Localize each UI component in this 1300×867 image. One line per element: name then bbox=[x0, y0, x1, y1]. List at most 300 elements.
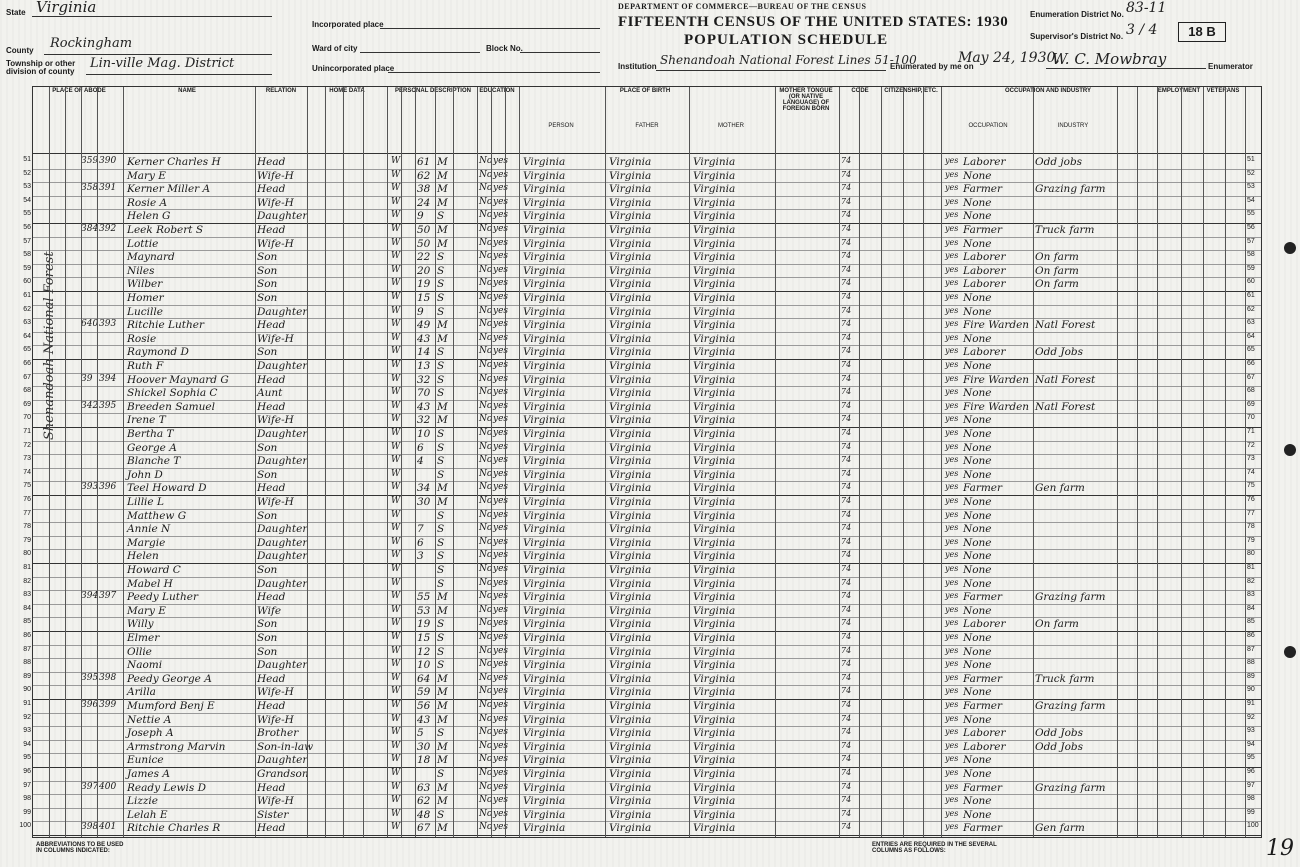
marital-status: M bbox=[437, 740, 448, 753]
column-divider bbox=[81, 87, 82, 837]
person-name: Ollie bbox=[127, 645, 152, 658]
line-number: 81 bbox=[23, 564, 31, 571]
occupation: None bbox=[963, 659, 992, 672]
speaks-english: yes bbox=[945, 292, 959, 301]
relation: Head bbox=[257, 591, 286, 604]
line-number-right: 64 bbox=[1247, 332, 1255, 340]
literacy: yes bbox=[493, 156, 509, 166]
birthplace-person: Virginia bbox=[523, 264, 566, 277]
birthplace-person: Virginia bbox=[523, 632, 566, 644]
dwelling-number: 394 bbox=[81, 591, 99, 602]
birthplace-father: Virginia bbox=[609, 604, 652, 617]
literacy: yes bbox=[493, 686, 509, 697]
birthplace-father: Virginia bbox=[609, 468, 652, 481]
birthplace-father: Virginia bbox=[609, 713, 652, 726]
birthplace-person: Virginia bbox=[523, 564, 566, 576]
race: W bbox=[391, 428, 401, 438]
birth-code: 74 bbox=[841, 210, 852, 220]
census-title: FIFTEENTH CENSUS OF THE UNITED STATES: 1930 bbox=[618, 14, 1009, 30]
literacy: yes bbox=[493, 564, 509, 574]
enum-district-value: 83-11 bbox=[1126, 0, 1167, 16]
birthplace-father: Virginia bbox=[609, 768, 652, 780]
person-name: Joseph A bbox=[127, 727, 174, 740]
relation: Wife-H bbox=[257, 237, 294, 250]
birthplace-father: Virginia bbox=[609, 523, 652, 536]
institution-label: Institution bbox=[618, 62, 657, 71]
line-number-right: 94 bbox=[1247, 740, 1255, 748]
race: W bbox=[391, 645, 401, 656]
age: 6 bbox=[417, 536, 424, 549]
line-number-right: 93 bbox=[1247, 727, 1255, 735]
birthplace-person: Virginia bbox=[523, 468, 566, 481]
person-name: Hoover Maynard G bbox=[127, 373, 229, 386]
school-attendance: No bbox=[479, 808, 493, 819]
marital-status: S bbox=[437, 387, 445, 400]
birthplace-mother: Virginia bbox=[693, 496, 736, 508]
speaks-english: yes bbox=[945, 686, 959, 696]
birthplace-person: Virginia bbox=[523, 360, 566, 372]
birth-code: 74 bbox=[841, 713, 852, 723]
line-number: 77 bbox=[23, 509, 31, 517]
birthplace-mother: Virginia bbox=[693, 740, 736, 753]
birth-code: 74 bbox=[841, 482, 852, 492]
race: W bbox=[391, 387, 401, 398]
birthplace-father: Virginia bbox=[609, 360, 652, 372]
birthplace-person: Virginia bbox=[523, 659, 566, 672]
marital-status: S bbox=[437, 768, 445, 780]
occupation: None bbox=[963, 550, 992, 563]
age: 12 bbox=[417, 645, 431, 658]
person-name: Kerner Charles H bbox=[127, 156, 221, 168]
person-name: Mumford Benj E bbox=[127, 700, 215, 712]
col-place-of-abode: PLACE OF ABODE bbox=[52, 88, 106, 94]
person-name: Lucille bbox=[127, 305, 163, 318]
birthplace-mother: Virginia bbox=[693, 183, 736, 196]
race: W bbox=[391, 618, 401, 629]
birth-code: 74 bbox=[841, 672, 852, 682]
age: 38 bbox=[417, 183, 431, 196]
relation: Daughter bbox=[257, 360, 308, 372]
relation: Brother bbox=[257, 727, 299, 740]
school-attendance: No bbox=[479, 468, 493, 479]
age: 6 bbox=[417, 441, 424, 454]
school-attendance: No bbox=[479, 360, 493, 370]
relation: Daughter bbox=[257, 523, 308, 536]
race: W bbox=[391, 795, 401, 806]
birthplace-mother: Virginia bbox=[693, 292, 736, 304]
school-attendance: No bbox=[479, 156, 493, 166]
line-number-right: 71 bbox=[1247, 428, 1255, 435]
occupation: None bbox=[963, 237, 992, 250]
person-name: Eunice bbox=[127, 754, 164, 767]
person-name: Helen G bbox=[127, 210, 171, 223]
line-number-right: 67 bbox=[1247, 373, 1255, 381]
line-number-right: 81 bbox=[1247, 564, 1255, 571]
birthplace-mother: Virginia bbox=[693, 400, 736, 413]
occupation: Laborer bbox=[963, 618, 1006, 631]
age: 43 bbox=[417, 400, 431, 413]
speaks-english: yes bbox=[945, 319, 959, 329]
race: W bbox=[391, 319, 401, 330]
line-number: 83 bbox=[23, 591, 31, 599]
literacy: yes bbox=[493, 700, 509, 710]
line-number-right: 91 bbox=[1247, 700, 1255, 707]
race: W bbox=[391, 781, 401, 792]
family-number: 399 bbox=[99, 700, 117, 710]
birth-code: 74 bbox=[841, 156, 852, 165]
literacy: yes bbox=[493, 441, 509, 452]
school-attendance: No bbox=[479, 169, 493, 180]
marital-status: M bbox=[437, 156, 448, 168]
dwelling-number: 396 bbox=[81, 700, 99, 710]
birthplace-mother: Virginia bbox=[693, 169, 736, 182]
person-name: Lelah E bbox=[127, 808, 168, 821]
race: W bbox=[391, 224, 401, 234]
age: 59 bbox=[417, 686, 431, 699]
school-attendance: No bbox=[479, 740, 493, 751]
birthplace-father: Virginia bbox=[609, 632, 652, 644]
race: W bbox=[391, 468, 401, 479]
line-number-right: 79 bbox=[1247, 536, 1255, 544]
birthplace-mother: Virginia bbox=[693, 604, 736, 617]
marital-status: M bbox=[437, 400, 448, 413]
birthplace-father: Virginia bbox=[609, 455, 652, 468]
col-employment: EMPLOYMENT bbox=[1157, 88, 1201, 94]
occupation: None bbox=[963, 509, 992, 522]
birthplace-father: Virginia bbox=[609, 224, 652, 236]
birthplace-mother: Virginia bbox=[693, 659, 736, 672]
birthplace-person: Virginia bbox=[523, 577, 566, 590]
birthplace-person: Virginia bbox=[523, 754, 566, 767]
literacy: yes bbox=[493, 672, 509, 683]
literacy: yes bbox=[493, 387, 509, 398]
marital-status: S bbox=[437, 278, 445, 291]
line-number: 51 bbox=[23, 156, 31, 163]
birthplace-father: Virginia bbox=[609, 536, 652, 549]
relation: Daughter bbox=[257, 455, 308, 468]
person-name: Ritchie Charles R bbox=[127, 822, 221, 835]
literacy: yes bbox=[493, 645, 509, 656]
department-line: DEPARTMENT OF COMMERCE—BUREAU OF THE CENSUS bbox=[618, 2, 867, 11]
age: 5 bbox=[417, 727, 424, 740]
industry: On farm bbox=[1035, 278, 1079, 291]
birthplace-person: Virginia bbox=[523, 455, 566, 468]
school-attendance: No bbox=[479, 727, 493, 738]
birthplace-mother: Virginia bbox=[693, 536, 736, 549]
unincorporated-label: Unincorporated place bbox=[312, 64, 395, 73]
birthplace-mother: Virginia bbox=[693, 455, 736, 468]
literacy: yes bbox=[493, 550, 509, 561]
age: 48 bbox=[417, 808, 431, 821]
person-name: Elmer bbox=[127, 632, 160, 644]
marital-status: S bbox=[437, 536, 445, 549]
column-divider bbox=[477, 87, 478, 837]
industry: Truck farm bbox=[1035, 672, 1095, 685]
block-label: Block No. bbox=[486, 44, 523, 53]
person-name: Peedy Luther bbox=[127, 591, 198, 604]
line-number-right: 68 bbox=[1247, 387, 1255, 395]
literacy: yes bbox=[493, 237, 509, 248]
literacy: yes bbox=[493, 264, 509, 275]
literacy: yes bbox=[493, 196, 509, 207]
column-divider bbox=[97, 87, 98, 837]
industry: Odd Jobs bbox=[1035, 740, 1084, 753]
enumerated-label: Enumerated by me on bbox=[890, 62, 974, 71]
speaks-english: yes bbox=[945, 183, 959, 193]
column-divider bbox=[1137, 87, 1138, 837]
birthplace-father: Virginia bbox=[609, 564, 652, 576]
person-name: Niles bbox=[127, 264, 155, 277]
relation: Head bbox=[257, 482, 286, 495]
line-number: 56 bbox=[23, 224, 31, 231]
person-name: Mabel H bbox=[127, 577, 173, 590]
literacy: yes bbox=[493, 496, 509, 506]
birthplace-person: Virginia bbox=[523, 536, 566, 549]
occupation: Laborer bbox=[963, 727, 1006, 740]
birthplace-father: Virginia bbox=[609, 591, 652, 604]
age: 34 bbox=[417, 482, 431, 495]
school-attendance: No bbox=[479, 781, 493, 792]
occupation: Farmer bbox=[963, 224, 1003, 236]
column-divider bbox=[435, 87, 436, 837]
line-number-right: 98 bbox=[1247, 795, 1255, 803]
line-number: 84 bbox=[23, 604, 31, 612]
speaks-english: yes bbox=[945, 550, 959, 560]
occupation: None bbox=[963, 632, 992, 644]
col-personal: PERSONAL DESCRIPTION bbox=[395, 88, 471, 94]
birthplace-mother: Virginia bbox=[693, 373, 736, 386]
industry: Grazing farm bbox=[1035, 183, 1106, 196]
person-name: Naomi bbox=[127, 659, 163, 672]
race: W bbox=[391, 523, 401, 534]
birthplace-mother: Virginia bbox=[693, 210, 736, 223]
family-number: 395 bbox=[99, 400, 117, 411]
footer bbox=[32, 838, 1260, 866]
speaks-english: yes bbox=[945, 441, 959, 451]
birth-code: 74 bbox=[841, 428, 852, 437]
birthplace-mother: Virginia bbox=[693, 360, 736, 372]
person-name: Homer bbox=[127, 292, 164, 304]
school-attendance: No bbox=[479, 237, 493, 248]
race: W bbox=[391, 700, 401, 710]
birthplace-mother: Virginia bbox=[693, 781, 736, 794]
marital-status: M bbox=[437, 795, 448, 808]
birth-code: 74 bbox=[841, 264, 852, 274]
person-name: Rosie bbox=[127, 332, 157, 345]
page-mark: 19 bbox=[1266, 836, 1294, 861]
race: W bbox=[391, 414, 401, 425]
birthplace-person: Virginia bbox=[523, 768, 566, 780]
marital-status: M bbox=[437, 237, 448, 250]
birthplace-person: Virginia bbox=[523, 496, 566, 508]
relation: Son bbox=[257, 251, 278, 264]
speaks-english: yes bbox=[945, 659, 959, 669]
birthplace-mother: Virginia bbox=[693, 237, 736, 250]
line-number-right: 53 bbox=[1247, 183, 1255, 191]
race: W bbox=[391, 264, 401, 275]
relation: Son bbox=[257, 509, 278, 522]
age: 55 bbox=[417, 591, 431, 604]
column-divider bbox=[343, 87, 344, 837]
race: W bbox=[391, 441, 401, 452]
line-number: 58 bbox=[23, 251, 31, 259]
birth-code: 74 bbox=[841, 604, 852, 614]
sheet-number: 18 B bbox=[1178, 22, 1226, 42]
speaks-english: yes bbox=[945, 237, 959, 247]
speaks-english: yes bbox=[945, 591, 959, 601]
column-divider bbox=[923, 87, 924, 837]
relation: Wife bbox=[257, 604, 282, 617]
person-name: Lizzie bbox=[127, 795, 158, 808]
age: 62 bbox=[417, 169, 431, 182]
race: W bbox=[391, 169, 401, 180]
birth-code: 74 bbox=[841, 523, 852, 533]
column-divider bbox=[605, 87, 606, 837]
race: W bbox=[391, 156, 401, 166]
race: W bbox=[391, 305, 401, 316]
line-number: 67 bbox=[23, 373, 31, 381]
birthplace-person: Virginia bbox=[523, 346, 566, 359]
line-number-right: 66 bbox=[1247, 360, 1255, 367]
occupation: Farmer bbox=[963, 781, 1003, 794]
birthplace-father: Virginia bbox=[609, 251, 652, 264]
school-attendance: No bbox=[479, 441, 493, 452]
school-attendance: No bbox=[479, 686, 493, 697]
marital-status: S bbox=[437, 727, 445, 740]
age: 32 bbox=[417, 373, 431, 386]
birthplace-mother: Virginia bbox=[693, 795, 736, 808]
birthplace-person: Virginia bbox=[523, 196, 566, 209]
occupation: None bbox=[963, 414, 992, 427]
birthplace-mother: Virginia bbox=[693, 346, 736, 359]
line-number: 66 bbox=[23, 360, 31, 367]
occupation: None bbox=[963, 455, 992, 468]
marital-status: S bbox=[437, 346, 445, 359]
birth-code: 74 bbox=[841, 169, 852, 179]
relation: Head bbox=[257, 156, 286, 168]
col-veterans: VETERANS bbox=[1206, 88, 1240, 94]
occupation: None bbox=[963, 564, 992, 576]
occupation: None bbox=[963, 645, 992, 658]
punch-hole bbox=[1284, 646, 1296, 658]
literacy: yes bbox=[493, 523, 509, 534]
age: 9 bbox=[417, 210, 424, 223]
family-number: 394 bbox=[99, 373, 117, 384]
occupation: Farmer bbox=[963, 672, 1003, 685]
speaks-english: yes bbox=[945, 822, 959, 832]
speaks-english: yes bbox=[945, 727, 959, 737]
birth-code: 74 bbox=[841, 496, 852, 505]
birth-code: 74 bbox=[841, 509, 852, 519]
birth-code: 74 bbox=[841, 251, 852, 261]
relation: Son-in-law bbox=[257, 740, 314, 753]
occupation: None bbox=[963, 754, 992, 767]
speaks-english: yes bbox=[945, 754, 959, 764]
industry: On farm bbox=[1035, 251, 1079, 264]
line-number-right: 61 bbox=[1247, 292, 1255, 299]
race: W bbox=[391, 659, 401, 670]
speaks-english: yes bbox=[945, 278, 959, 288]
birth-code: 74 bbox=[841, 659, 852, 669]
schedule-table bbox=[19, 86, 1262, 838]
relation: Wife-H bbox=[257, 196, 294, 209]
speaks-english: yes bbox=[945, 305, 959, 315]
person-name: Wilber bbox=[127, 278, 163, 291]
person-name: George A bbox=[127, 441, 177, 454]
occupation: None bbox=[963, 577, 992, 590]
marital-status: S bbox=[437, 523, 445, 536]
birth-code: 74 bbox=[841, 781, 852, 791]
literacy: yes bbox=[493, 822, 509, 833]
person-name: Lillie L bbox=[127, 496, 164, 508]
birthplace-person: Virginia bbox=[523, 305, 566, 318]
speaks-english: yes bbox=[945, 632, 959, 641]
line-number: 90 bbox=[23, 686, 31, 694]
occupation: None bbox=[963, 496, 992, 508]
birthplace-mother: Virginia bbox=[693, 224, 736, 236]
col-relation: RELATION bbox=[265, 88, 297, 94]
birthplace-mother: Virginia bbox=[693, 754, 736, 767]
person-name: Blanche T bbox=[127, 455, 181, 468]
enumerated-date: May 24, 1930, bbox=[958, 50, 1060, 66]
line-number-right: 95 bbox=[1247, 754, 1255, 762]
column-divider bbox=[453, 87, 454, 837]
school-attendance: No bbox=[479, 577, 493, 588]
birthplace-father: Virginia bbox=[609, 441, 652, 454]
speaks-english: yes bbox=[945, 713, 959, 723]
line-number: 53 bbox=[23, 183, 31, 191]
person-name: Leek Robert S bbox=[127, 224, 204, 236]
birthplace-father: Virginia bbox=[609, 550, 652, 563]
column-divider bbox=[839, 87, 840, 837]
birthplace-mother: Virginia bbox=[693, 564, 736, 576]
age: 19 bbox=[417, 278, 431, 291]
line-number: 79 bbox=[23, 536, 31, 544]
race: W bbox=[391, 740, 401, 751]
school-attendance: No bbox=[479, 632, 493, 642]
birth-code: 74 bbox=[841, 591, 852, 601]
column-divider bbox=[1033, 87, 1034, 837]
marital-status: S bbox=[437, 373, 445, 386]
line-number: 63 bbox=[23, 319, 31, 327]
race: W bbox=[391, 210, 401, 221]
col-mother-tongue: MOTHER TONGUE (OR NATIVE LANGUAGE) OF FOREIGN BORN bbox=[779, 88, 833, 112]
school-attendance: No bbox=[479, 319, 493, 330]
birthplace-person: Virginia bbox=[523, 319, 566, 332]
dwelling-number: 395 bbox=[81, 672, 99, 683]
occupation: None bbox=[963, 387, 992, 400]
school-attendance: No bbox=[479, 645, 493, 656]
birthplace-father: Virginia bbox=[609, 822, 652, 835]
literacy: yes bbox=[493, 169, 509, 180]
birthplace-father: Virginia bbox=[609, 700, 652, 712]
schedule-subtitle: POPULATION SCHEDULE bbox=[684, 32, 889, 48]
age: 15 bbox=[417, 292, 431, 304]
entries-title: ENTRIES ARE REQUIRED IN THE SEVERAL COLUMNS AS FOLLOWS: bbox=[872, 842, 997, 854]
line-number-right: 97 bbox=[1247, 781, 1255, 789]
birthplace-person: Virginia bbox=[523, 224, 566, 236]
literacy: yes bbox=[493, 455, 509, 466]
line-number: 87 bbox=[23, 645, 31, 653]
age: 30 bbox=[417, 740, 431, 753]
person-name: Willy bbox=[127, 618, 154, 631]
school-attendance: No bbox=[479, 523, 493, 534]
birthplace-father: Virginia bbox=[609, 686, 652, 699]
literacy: yes bbox=[493, 632, 509, 642]
birth-code: 74 bbox=[841, 278, 852, 288]
race: W bbox=[391, 509, 401, 520]
age: 9 bbox=[417, 305, 424, 318]
